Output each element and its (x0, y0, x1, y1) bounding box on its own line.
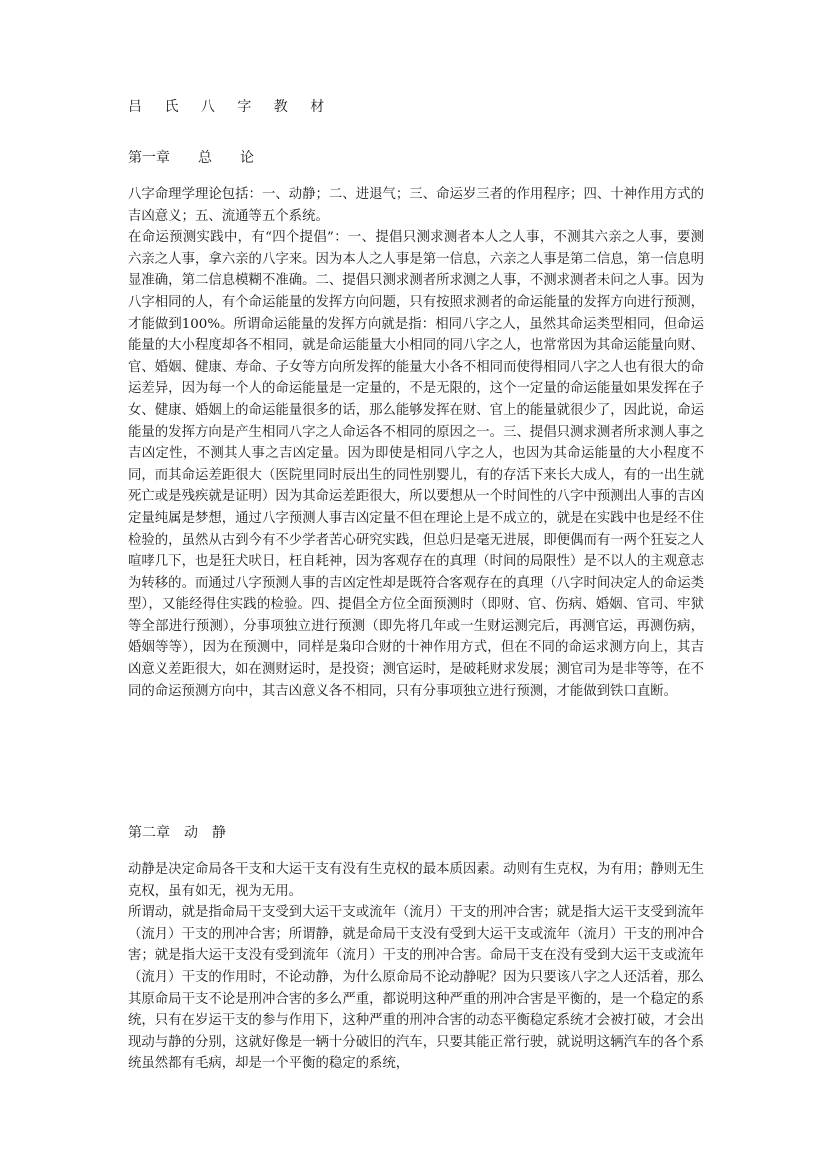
chapter-1-heading: 第一章 总 论 (128, 150, 254, 166)
chapter-1-body (128, 184, 704, 702)
chapter-2-paragraph-1: 动静是决定命局各干支和大运干支有没有生克权的最本质因素。动则有生克权，为有用；静则无生克权，虽有如无，视为无用。 (128, 862, 704, 899)
chapter-1-paragraph-2: 在命运预测实践中，有“四个提倡”：一、提倡只测求测者本人之人事，不测其六亲之人事，要测六亲之人事，拿六亲的八字来。因为本人之人事是第一信息，六亲之人事是第二信息，第一信息明显准确，第二信息模糊不准确。二、提倡只测求测者所求测之人事，不测求测者未问之人事。因为八字相同的人，有个命运能量的发挥方向问题，只有按照求测者的命运能量的发挥方向进行预测，才能做到100%。所谓命运能量的发挥方向就是指：相同八字之人，虽然其命运类型相同，但命运能量的大小程度却各不相同，就是命运能量大小相同的同八字之人，也常常因为其命运能量向财、官、婚姻、健康、寿命、子女等方向所发挥的能量大小各不相同而使得相同八字之人也有很大的命运差异，因为每一个人的命运能量是一定量的，不是无限的，这个一定量的命运能量如果发挥在子女、健康、婚姻上的命运能量很多的话，那么能够发挥在财、官上的能量就很少了，因此说，命运能量的发挥方向是产生相同八字之人命运各不相同的原因之一。三、提倡只测求测者所求测人事之吉凶定性，不测其人事之吉凶定量。因为即使是相同八字之人，也因为其命运能量的大小程度不同，而其命运差距很大（医院里同时辰出生的同性别婴儿，有的存活下来长大成人，有的一出生就死亡或是残疾就是证明）因为其命运差距很大，所以要想从一个时间性的八字中预测出人事的吉凶定量纯属是梦想，通过八字预测人事吉凶定量不但在理论上是不成立的，就是在实践中也是经不住检验的，虽然从古到今有不少学者苦心研究实践，但总归是毫无进展，即便偶而有一两个狂妄之人喧哮几下，也是狂犬吠日，枉自耗神，因为客观存在的真理（时间的局限性）是不以人的主观意志为转移的。而通过八字预测人事的吉凶定性却是既符合客观存在的真理（八字时间决定人的命运类型），又能经得住实践的检验。四、提倡全方位全面预测时（即财、官、伤病、婚姻、官司、牢狱等全部进行预测），分事项独立进行预测（即先将几年或一生财运测完后，再测官运，再测伤病，婚姻等等），因为在预测中，同样是枭印合财的十神作用方式，但在不同的命运求测方向上，其吉凶意义差距很大，如在测财运时，是投资；测官运时，是破耗财求发展；测官司为是非等等，在不同的命运预测方向中，其吉凶意义各不相同，只有分事项独立进行预测，才能做到铁口直断。 (128, 230, 704, 699)
chapter-2-paragraph-2: 所谓动，就是指命局干支受到大运干支或流年（流月）干支的刑冲合害；就是指大运干支受到流年（流月）干支的刑冲合害；所谓静，就是命局干支没有受到大运干支或流年（流月）干支的刑冲合害；就是指大运干支没有受到流年（流月）干支的刑冲合害。命局干支在没有受到大运干支或流年（流月）干支的作用时，不论动静，为什么原命局不论动静呢？因为只要该八字之人还活着，那么其原命局干支不论是刑冲合害的多么严重，都说明这种严重的刑冲合害是平衡的，是一个稳定的系统，只有在岁运干支的参与作用下，这种严重的刑冲合害的动态平衡稳定系统才会被打破，才会出现动与静的分别，这就好像是一辆十分破旧的汽车，只要其能正常行驶，就说明这辆汽车的各个系统虽然都有毛病，却是一个平衡的稳定的系统， (128, 905, 704, 1072)
chapter-2-heading: 第二章 动 静 (128, 825, 226, 841)
chapter-2-body (128, 859, 704, 1075)
chapter-1-paragraph-1: 八字命理学理论包括：一、动静；二、进退气；三、命运岁三者的作用程序；四、十神作用方式的吉凶意义；五、流通等五个系统。 (128, 187, 704, 224)
document-title: 吕 氏 八 字 教 材 (128, 99, 334, 115)
